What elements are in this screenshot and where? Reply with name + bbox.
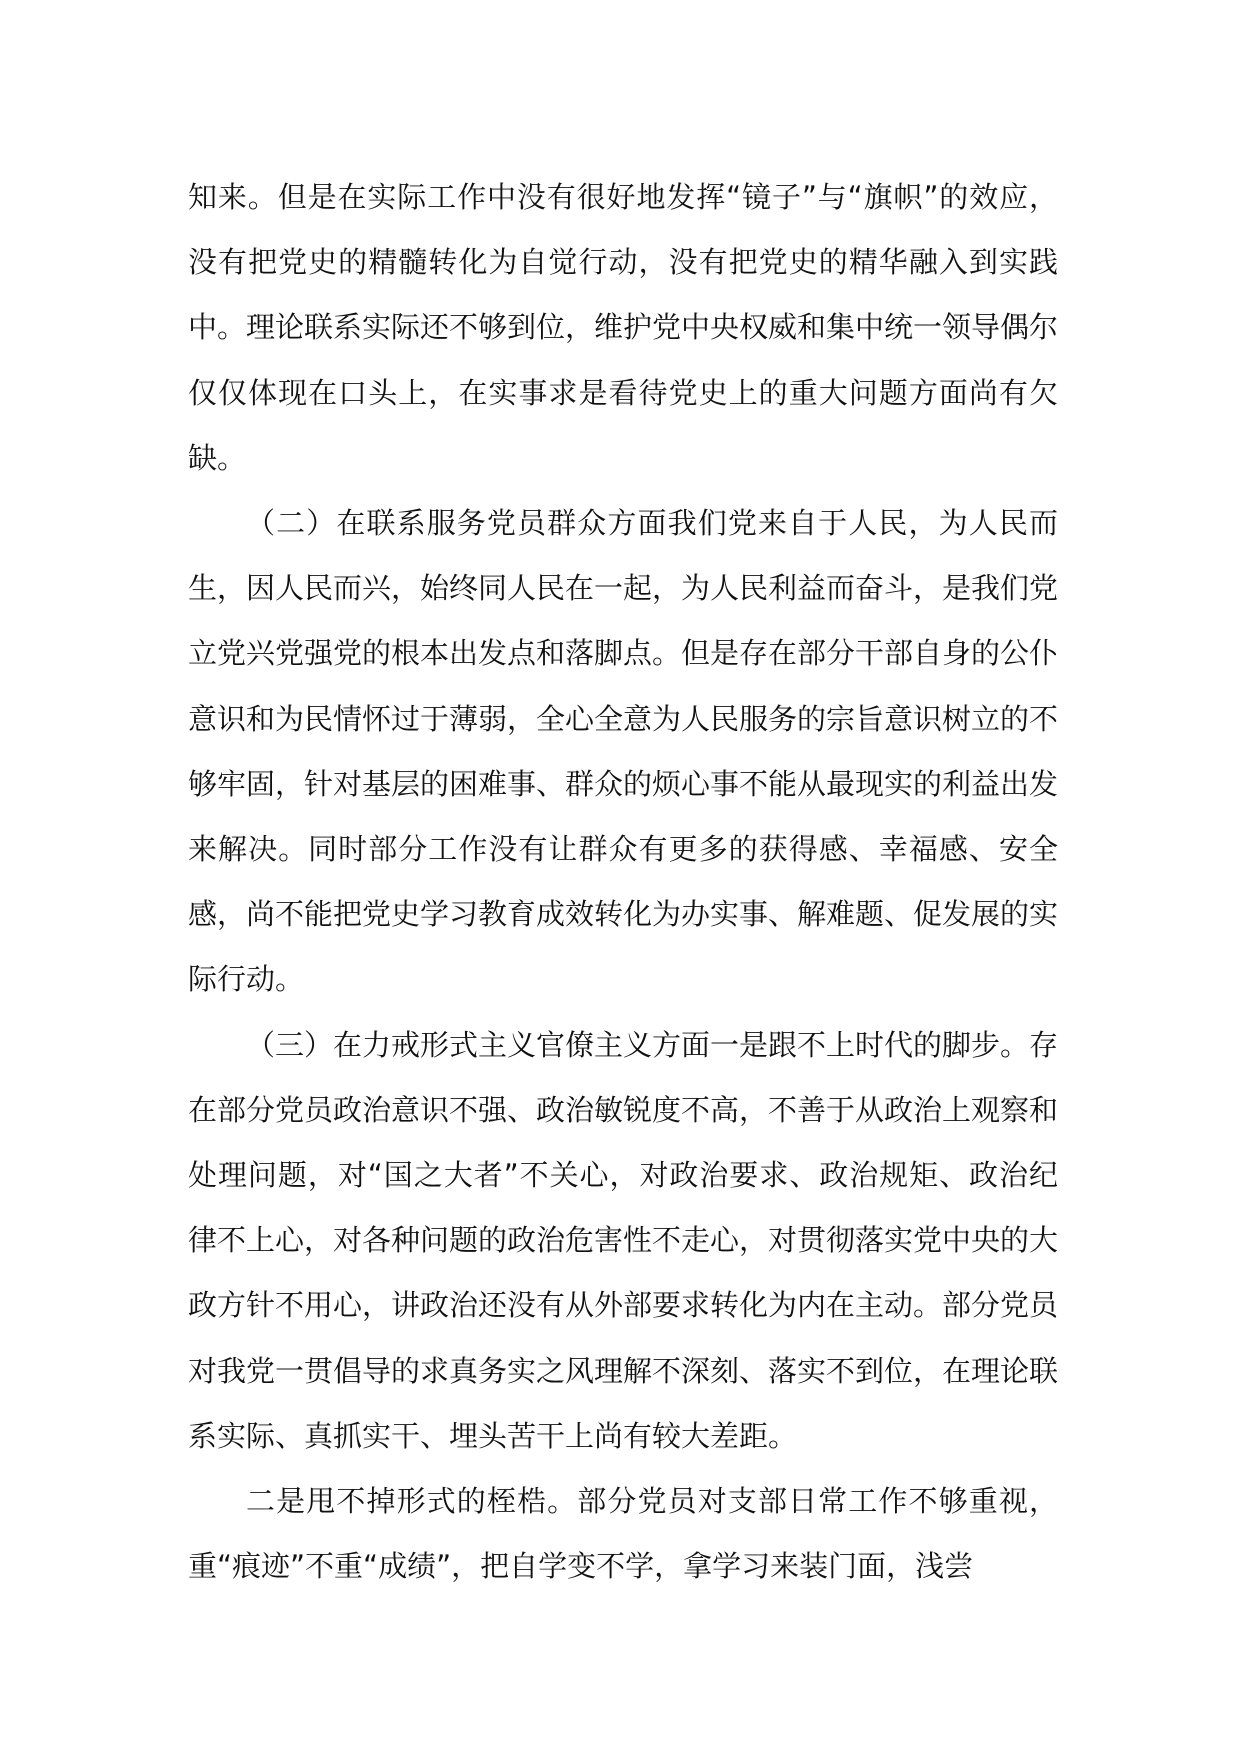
paragraph-continuation: 知来。但是在实际工作中没有很好地发挥“镜子”与“旗帜”的效应，没有把党史的精髓转化为自觉行动，没有把党史的精华融入到实践中。理论联系实际还不够到位，维护党中央权威和集中统一领导偶尔仅仅体现在口头上，在实事求是看待党史上的重大问题方面尚有欠缺。: [188, 180, 1059, 475]
body-text: [188, 165, 1058, 1599]
paragraph-point-two: 二是甩不掉形式的桎梏。部分党员对支部日常工作不够重视，重“痕迹”不重“成绩”，把自学变不学，拿学习来装门面，浅尝: [188, 1484, 1058, 1584]
paragraph-section-two: （二）在联系服务党员群众方面我们党来自于人民，为人民而生，因人民而兴，始终同人民在一起，为人民利益而奋斗，是我们党立党兴党强党的根本出发点和落脚点。但是存在部分干部自身的公仆意识和为民情怀过于薄弱，全心全意为人民服务的宗旨意识树立的不够牢固，针对基层的困难事、群众的烦心事不能从最现实的利益出发来解决。同时部分工作没有让群众有更多的获得感、幸福感、安全感，尚不能把党史学习教育成效转化为办实事、解难题、促发展的实际行动。: [188, 506, 1059, 997]
paragraph-section-three: （三）在力戒形式主义官僚主义方面一是跟不上时代的脚步。存在部分党员政治意识不强、政治敏锐度不高，不善于从政治上观察和处理问题，对“国之大者”不关心，对政治要求、政治规矩、政治纪律不上心，对各种问题的政治危害性不走心，对贯彻落实党中央的大政方针不用心，讲政治还没有从外部要求转化为内在主动。部分党员对我党一贯倡导的求真务实之风理解不深刻、落实不到位，在理论联系实际、真抓实干、埋头苦干上尚有较大差距。: [188, 1027, 1059, 1453]
